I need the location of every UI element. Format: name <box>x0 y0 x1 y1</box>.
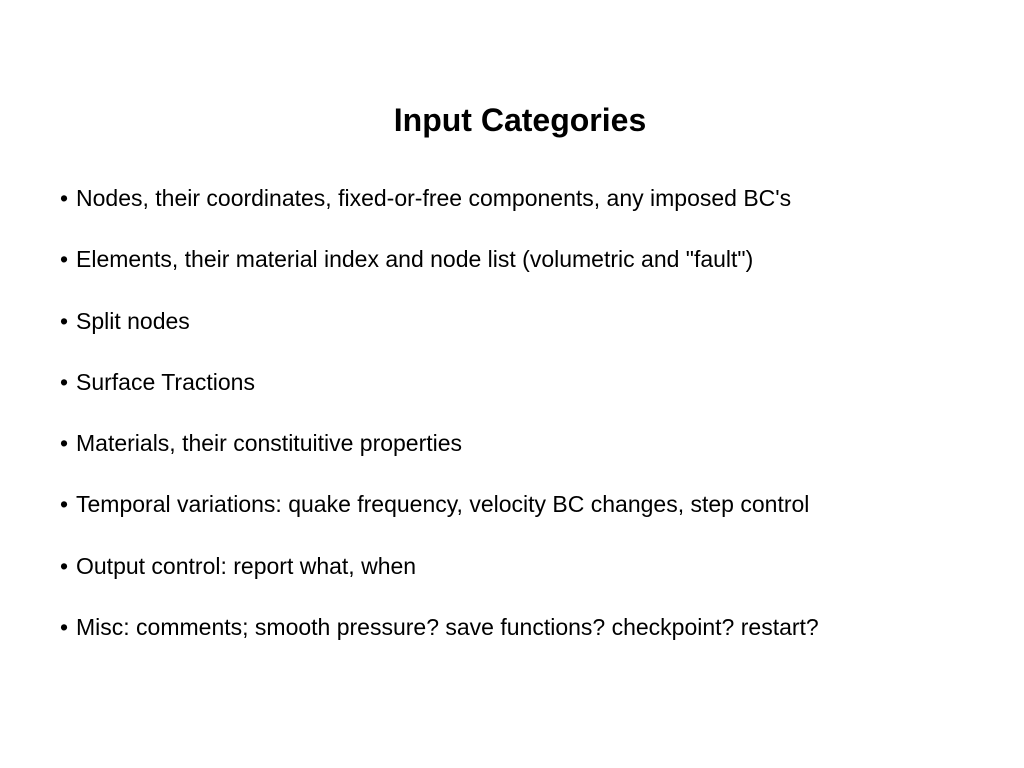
bullet-item <box>60 427 819 459</box>
bullet-item <box>60 611 819 643</box>
bullet-text: Elements, their material index and node list (volumetric and "fault") <box>76 246 754 273</box>
bullet-list <box>60 182 819 672</box>
bullet-item <box>60 550 819 582</box>
bullet-text: Output control: report what, when <box>76 552 417 579</box>
bullet-item <box>60 366 819 398</box>
bullet-item <box>60 305 819 337</box>
bullet-text: Surface Tractions <box>76 368 255 395</box>
bullet-dot: • <box>60 552 69 579</box>
bullet-dot: • <box>60 491 69 518</box>
bullet-item <box>60 182 819 214</box>
bullet-item <box>60 243 819 275</box>
bullet-item <box>60 488 819 520</box>
bullet-dot: • <box>60 430 69 457</box>
bullet-text: Materials, their constituitive properties <box>76 430 463 457</box>
bullet-text: Split nodes <box>76 307 190 334</box>
bullet-dot: • <box>60 246 69 273</box>
bullet-dot: • <box>60 185 69 211</box>
bullet-dot: • <box>60 614 69 641</box>
bullet-dot: • <box>60 368 69 395</box>
bullet-dot: • <box>60 307 69 334</box>
slide-title: Input Categories <box>393 102 647 138</box>
bullet-text: Nodes, their coordinates, fixed-or-free components, any imposed BC's <box>76 185 792 211</box>
bullet-text: Temporal variations: quake frequency, velocity BC changes, step control <box>76 491 810 518</box>
bullet-text: Misc: comments; smooth pressure? save functions? checkpoint? restart? <box>76 614 819 641</box>
